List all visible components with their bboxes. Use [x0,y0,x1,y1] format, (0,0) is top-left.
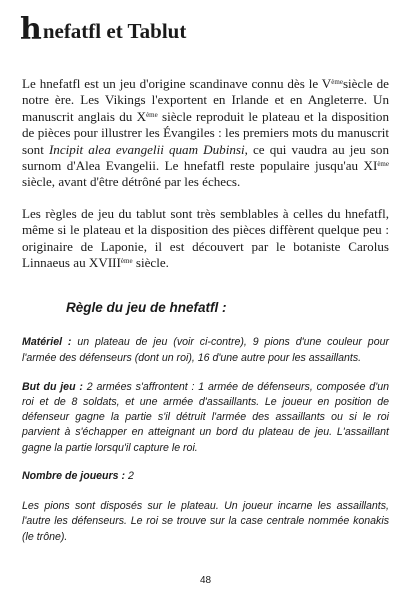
text-run: siècle, avant d'être détrôné par les échecs. [22,174,241,190]
rules-but-du-jeu [22,380,389,456]
text-run: Le hnefatfl est un jeu d'origine scandinave connu dès le V [22,76,332,91]
page-number: 48 [199,575,212,586]
materiel-label: Matériel : [22,336,72,349]
rules-heading: Règle du jeu de hnefatfl : [66,300,227,316]
text-run: siècle. [132,255,169,271]
joueurs-text: 2 [125,469,134,482]
superscript: ème [120,257,133,266]
text-run: siècle reproduit le plateau et la disposition de pièces pour illustrer les Évangiles : les premiers mots du manuscrit sont [22,108,389,157]
superscript: ème [146,110,158,119]
superscript: ème [377,160,389,169]
but-label: But du jeu : [22,380,83,393]
but-text: 2 armées s'affrontent : 1 armée de défenseurs, composée d'un roi et de 8 soldats, et une armée d'assaillants. Le joueur en position de défenseur gagne la partie s'il détruit l'armée des assaillants ou si le roi parvient à s'échapper en atteignant un bord du plateau de jeu. L'assaillant gagne la partie lorsqu'il capture le roi. [22,380,390,454]
rules-materiel [22,335,389,365]
text-run: siècle de notre ère. Les Vikings l'exportent en Irlande et en Angleterre. Un manuscrit anglais du X [22,76,389,124]
rules-placement: Les pions sont disposés sur le plateau. Un joueur incarne les assaillants, l'autre les défenseurs. Le roi se trouve sur la case centrale nommée konakis (le trône). [22,500,389,543]
manuscript-quote: Incipit alea evangelii quam Dubinsi [48,141,245,157]
joueurs-label: Nombre de joueurs : [22,469,126,482]
history-paragraph-1 [22,76,389,191]
text-run: Les règles de jeu du tablut sont très semblables à celles du hnefatfl, même si le plateau et la disposition des pièces diffèrent quelque peu : originaire de Laponie, il est découvert par le botaniste Carolus Linnaeus au XVIII [22,205,389,271]
title-dropcap: h [20,12,42,47]
rules-nombre-joueurs [22,469,389,484]
materiel-text: un plateau de jeu (voir ci-contre), 9 pions d'une couleur pour l'armée des défenseurs (dont un roi), 16 d'une autre pour les assaillants. [22,336,390,364]
title-text: nefatfl et Tablut [42,19,187,43]
page-title [20,12,389,47]
superscript: ème [331,78,343,86]
history-paragraph-2 [22,206,389,272]
text-run: , ce qui vaudra au jeu son surnom d'Alea Evangelii. Le hnefatfl reste populaire jusqu'au XI [22,141,389,174]
